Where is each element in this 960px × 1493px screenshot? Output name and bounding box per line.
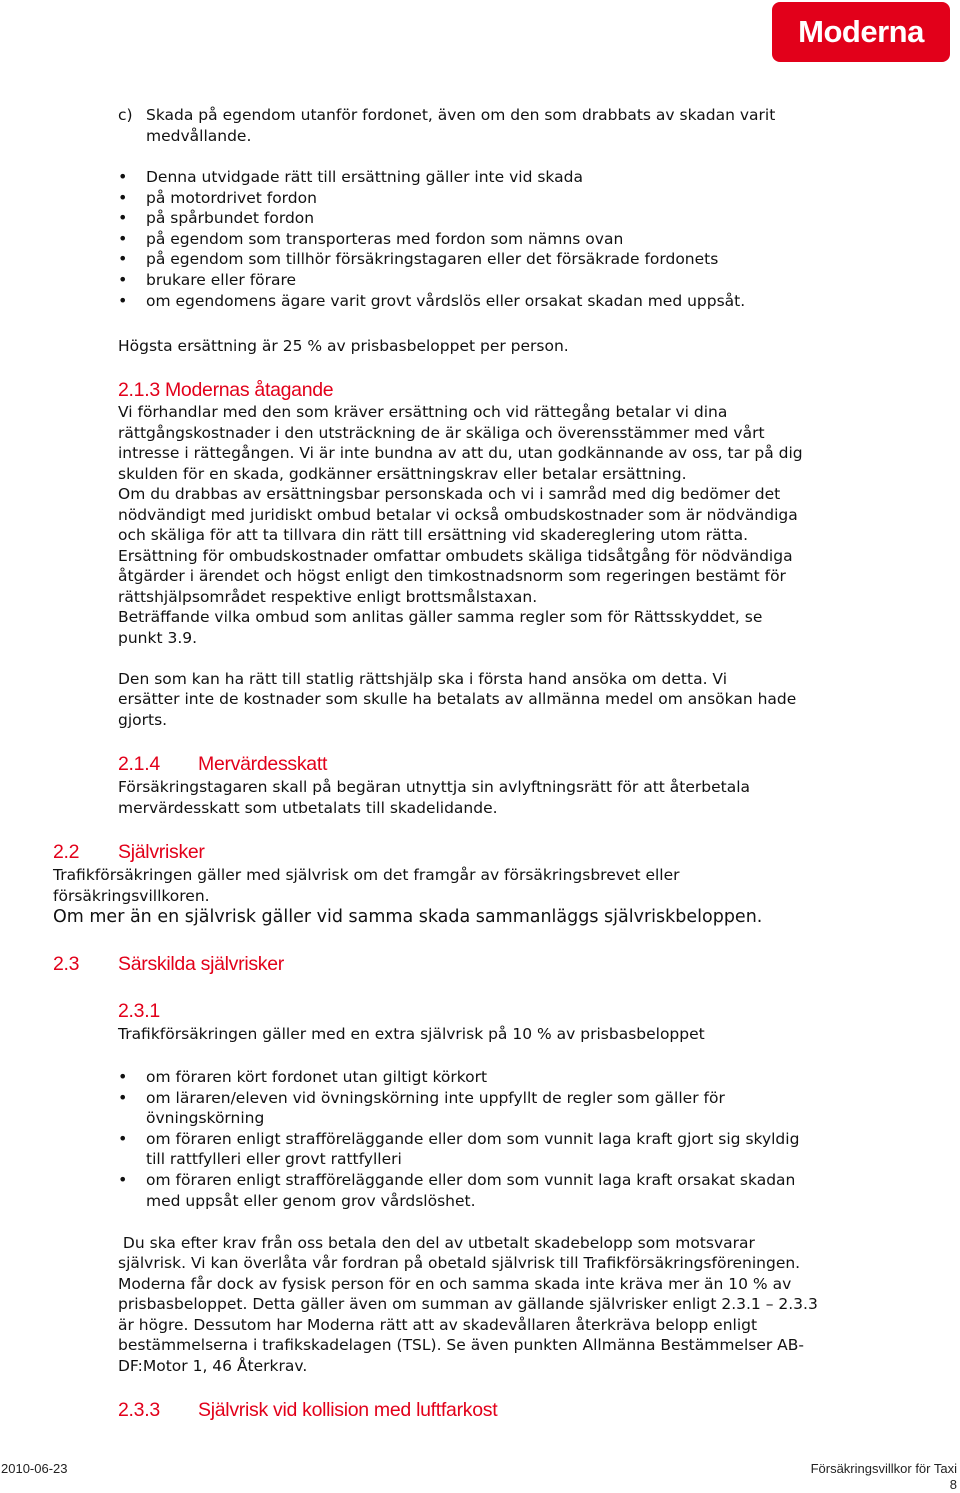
list-item <box>118 1088 799 1129</box>
list-item-line: om föraren kört fordonet utan giltigt körkort <box>146 1068 488 1086</box>
list-item: • på egendom som tillhör försäkringstagaren eller det försäkrade fordonets <box>118 249 745 270</box>
list-item <box>118 1170 799 1211</box>
exclusion-list <box>118 167 745 311</box>
s231-closing-line: Du ska efter krav från oss betala den del av utbetalt skadebelopp som motsvarar <box>118 1234 755 1252</box>
heading-2-2-number: 2.2 <box>53 841 80 863</box>
footer-doc-title: Försäkringsvillkor för Taxi <box>810 1461 957 1476</box>
s231-list <box>118 1067 799 1211</box>
s22-line: försäkringsvillkoren. <box>53 887 210 905</box>
list-item <box>118 1067 799 1088</box>
s231-intro: Trafikförsäkringen gäller med en extra självrisk på 10 % av prisbasbeloppet <box>118 1025 705 1043</box>
max-compensation-text: Högsta ersättning är 25 % av prisbasbeloppet per person. <box>118 337 569 355</box>
heading-2-1-4-title: Mervärdesskatt <box>198 753 328 775</box>
s213-line: Ersättning för ombudskostnader omfattar ombudets skäliga tidsåtgång för nödvändiga <box>118 547 793 565</box>
list-item <box>118 1129 799 1170</box>
s22-line: Trafikförsäkringen gäller med självrisk om det framgår av försäkringsbrevet eller <box>53 866 680 884</box>
footer-date: 2010-06-23 <box>1 1461 68 1476</box>
s213-line: nödvändigt med juridiskt ombud betalar vi också ombudskostnader som är nödvändiga <box>118 506 798 524</box>
legal-aid-line: Den som kan ha rätt till statlig rättshjälp ska i första hand ansöka om detta. Vi <box>118 670 728 688</box>
item-c-line-2: medvållande. <box>146 127 252 145</box>
legal-aid-line: gjorts. <box>118 711 168 729</box>
heading-2-3-3-number: 2.3.3 <box>118 1399 160 1421</box>
heading-2-1-3: 2.1.3 Modernas åtagande <box>118 379 334 401</box>
s214-line: mervärdesskatt som utbetalats till skadelidande. <box>118 799 498 817</box>
heading-2-3-number: 2.3 <box>53 953 80 975</box>
heading-2-3-1-number: 2.3.1 <box>118 1000 160 1022</box>
s213-line: Om du drabbas av ersättningsbar personskada och vi i samråd med dig bedömer det <box>118 485 781 503</box>
list-item: • på egendom som transporteras med fordon som nämns ovan <box>118 229 745 250</box>
list-item: • brukare eller förare <box>118 270 745 291</box>
heading-2-3-title: Särskilda självrisker <box>118 953 284 975</box>
list-item-line: om föraren enligt strafföreläggande eller dom som vunnit laga kraft orsakat skadan <box>146 1170 796 1189</box>
list-item-line: om föraren enligt strafföreläggande eller dom som vunnit laga kraft gjort sig skyldig <box>146 1129 800 1148</box>
heading-2-1-4-number: 2.1.4 <box>118 753 160 775</box>
s213-line: Vi förhandlar med den som kräver ersättning och vid rättegång betalar vi dina <box>118 403 728 421</box>
s231-closing-line: Moderna får dock av fysisk person för en och samma skada inte kräva mer än 10 % av <box>118 1275 792 1293</box>
list-item-line: övningskörning <box>146 1109 265 1128</box>
list-item: • Denna utvidgade rätt till ersättning gäller inte vid skada <box>118 167 745 188</box>
s213-line: rättgångskostnader i den utsträckning de är skäliga och överensstämmer med vårt <box>118 424 765 442</box>
heading-2-2-title: Självrisker <box>118 841 205 863</box>
s22-summary: Om mer än en självrisk gäller vid samma skada sammanläggs självriskbeloppen. <box>53 907 763 927</box>
s213-line: intresse i rättegången. Vi är inte bundna av att du, utan godkännande av oss, tar på dig <box>118 444 803 462</box>
s231-closing-line: är högre. Dessutom har Moderna rätt att av skadevållaren återkräva belopp enligt <box>118 1316 758 1334</box>
s213-line: Beträffande vilka ombud som anlitas gäller samma regler som för Rättsskyddet, se <box>118 608 763 626</box>
s213-line: åtgärder i ärendet och högst enligt den timkostnadsnorm som regeringen bestämt för <box>118 567 786 585</box>
s231-closing-line: bestämmelserna i trafikskadelagen (TSL). Se även punkten Allmänna Bestämmelser AB- <box>118 1336 804 1354</box>
s213-line: skulden för en skada, godkänner ersättningskrav eller betalar ersättning. <box>118 465 687 483</box>
list-item-line: med uppsåt eller genom grov vårdslöshet. <box>146 1191 476 1210</box>
list-item-line: om läraren/eleven vid övningskörning inte uppfyllt de regler som gäller för <box>146 1088 725 1107</box>
legal-aid-line: ersätter inte de kostnader som skulle ha betalats av allmänna medel om ansökan hade <box>118 690 797 708</box>
s213-line: och skäliga för att ta tillvara din rätt till ersättning vid skadereglering utom rätta. <box>118 526 749 544</box>
s231-closing-line: DF:Motor 1, 46 Återkrav. <box>118 1357 308 1375</box>
footer-page-number: 8 <box>949 1477 957 1492</box>
list-item: • på spårbundet fordon <box>118 208 745 229</box>
list-item-line: till rattfylleri eller grovt rattfylleri <box>146 1150 402 1169</box>
s231-closing-line: prisbasbeloppet. Detta gäller även om summan av gällande självrisker enligt 2.3.1 – 2.3.3 <box>118 1295 818 1313</box>
item-c-marker: c) <box>118 106 133 124</box>
s213-line: rättshjälpsområdet respektive enligt brottsmålstaxan. <box>118 588 538 606</box>
heading-2-3-3-title: Självrisk vid kollision med luftfarkost <box>198 1399 498 1421</box>
moderna-logo: Moderna <box>772 2 950 62</box>
s213-line: punkt 3.9. <box>118 629 198 647</box>
list-item: • om egendomens ägare varit grovt vårdslös eller orsakat skadan med uppsåt. <box>118 291 745 312</box>
s231-closing-line: självrisk. Vi kan överlåta vår fordran på obetald självrisk till Trafikförsäkringsföreningen. <box>118 1254 801 1272</box>
list-item: • på motordrivet fordon <box>118 188 745 209</box>
s214-line: Försäkringstagaren skall på begäran utnyttja sin avlyftningsrätt för att återbetala <box>118 778 751 796</box>
item-c-line-1: Skada på egendom utanför fordonet, även om den som drabbats av skadan varit <box>146 106 776 124</box>
